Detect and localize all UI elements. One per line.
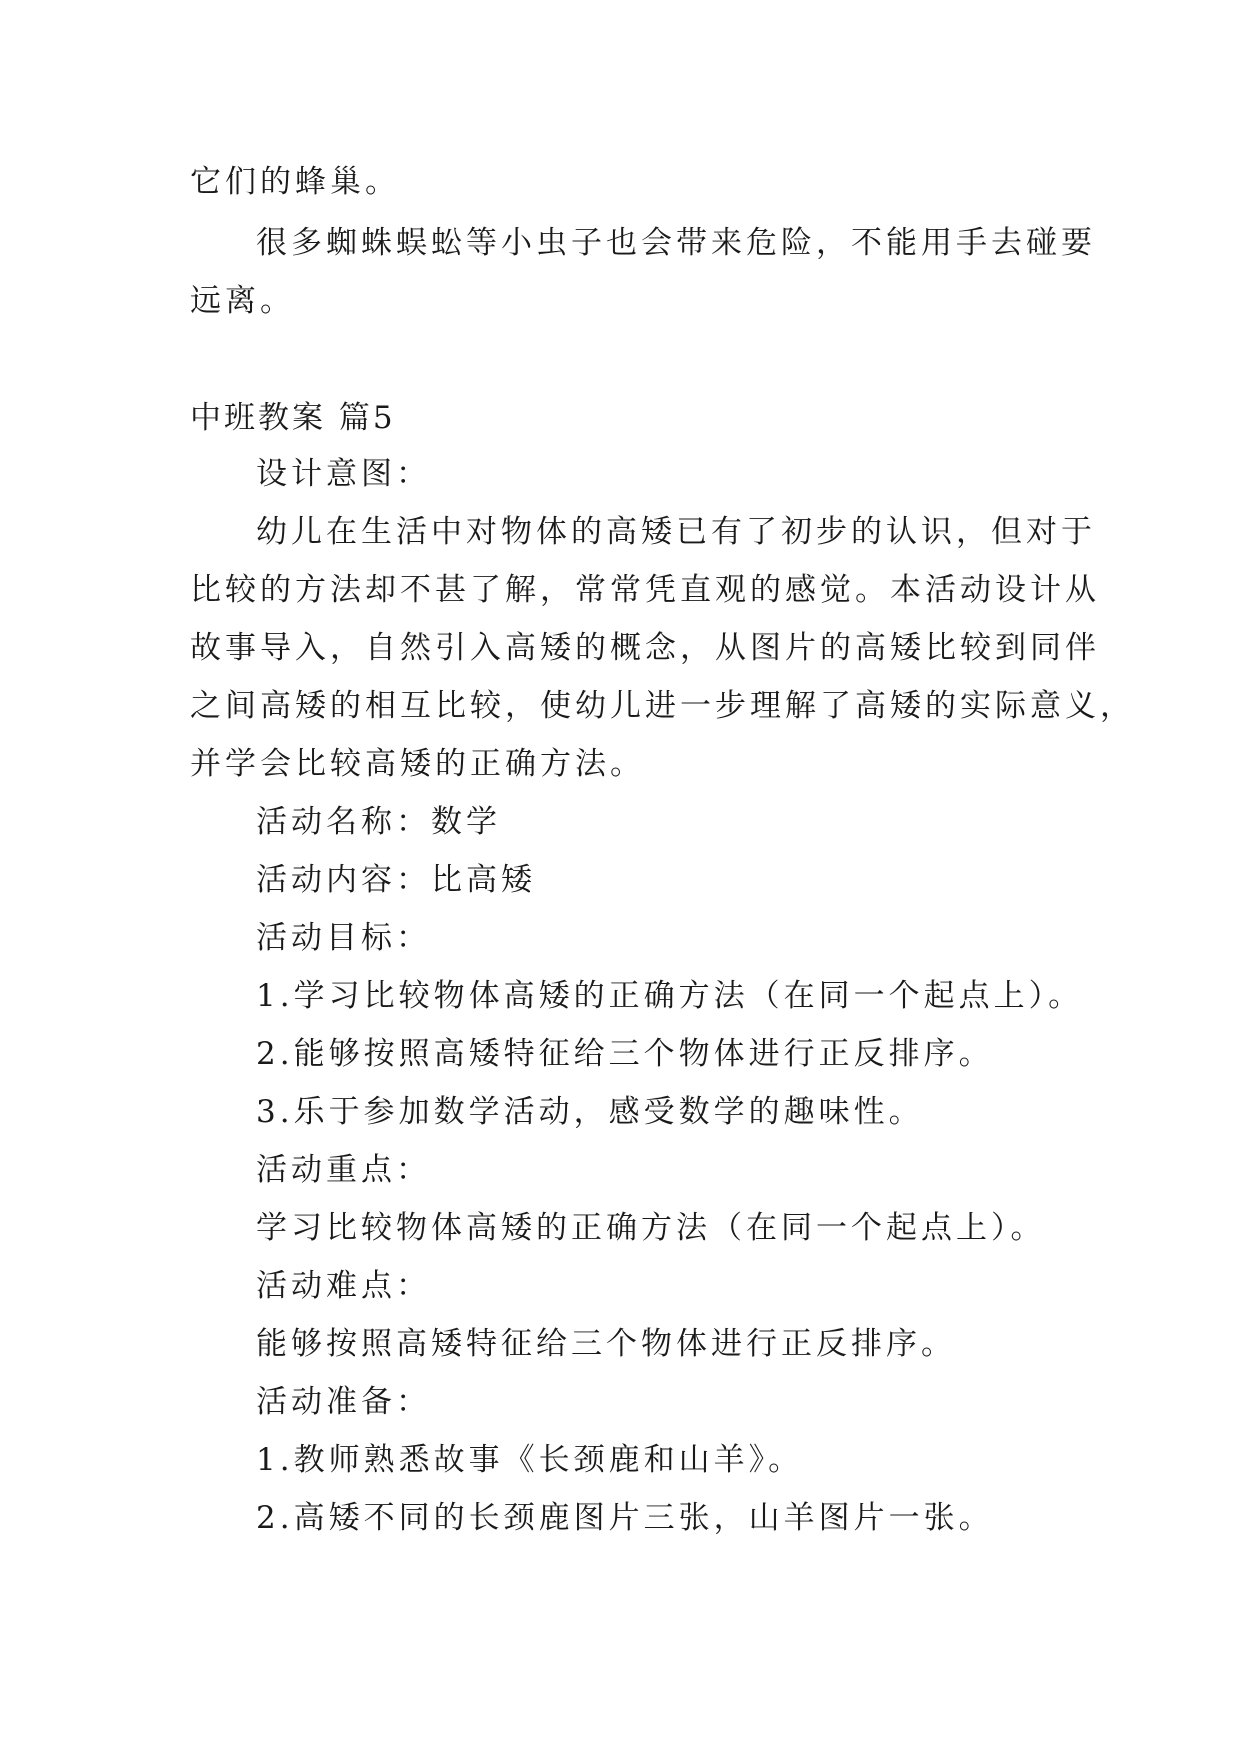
paragraph-line: 活动重点： (256, 1152, 431, 1188)
paragraph-line: 活动准备： (256, 1384, 431, 1420)
list-item: 1.教师熟悉故事《长颈鹿和山羊》。 (256, 1442, 804, 1478)
paragraph-line: 之间高矮的相互比较，使幼儿进一步理解了高矮的实际意义， (190, 688, 1135, 724)
paragraph-line: 很多蜘蛛蜈蚣等小虫子也会带来危险，不能用手去碰要 (256, 225, 1096, 261)
paragraph-line: 远离。 (190, 283, 295, 319)
paragraph-line: 活动难点： (256, 1268, 431, 1304)
paragraph-line: 学习比较物体高矮的正确方法（在同一个起点上）。 (256, 1210, 1046, 1246)
paragraph-line: 它们的蜂巢。 (190, 164, 400, 200)
paragraph-line: 并学会比较高矮的正确方法。 (190, 746, 645, 782)
paragraph-line: 设计意图： (256, 456, 431, 492)
list-item: 2.能够按照高矮特征给三个物体进行正反排序。 (256, 1036, 994, 1072)
list-item: 3.乐于参加数学活动，感受数学的趣味性。 (256, 1094, 924, 1130)
paragraph-line: 故事导入，自然引入高矮的概念，从图片的高矮比较到同伴 (190, 630, 1100, 666)
paragraph-line: 幼儿在生活中对物体的高矮已有了初步的认识，但对于 (256, 514, 1096, 550)
paragraph-line: 活动内容：比高矮 (256, 862, 536, 898)
list-item: 2.高矮不同的长颈鹿图片三张，山羊图片一张。 (256, 1500, 994, 1536)
section-heading: 中班教案 篇5 (190, 400, 396, 436)
paragraph-line: 能够按照高矮特征给三个物体进行正反排序。 (256, 1326, 956, 1362)
paragraph-line: 活动名称：数学 (256, 804, 501, 840)
paragraph-line: 活动目标： (256, 920, 431, 956)
list-item: 1.学习比较物体高矮的正确方法（在同一个起点上）。 (256, 978, 1084, 1014)
paragraph-line: 比较的方法却不甚了解，常常凭直观的感觉。本活动设计从 (190, 572, 1100, 608)
